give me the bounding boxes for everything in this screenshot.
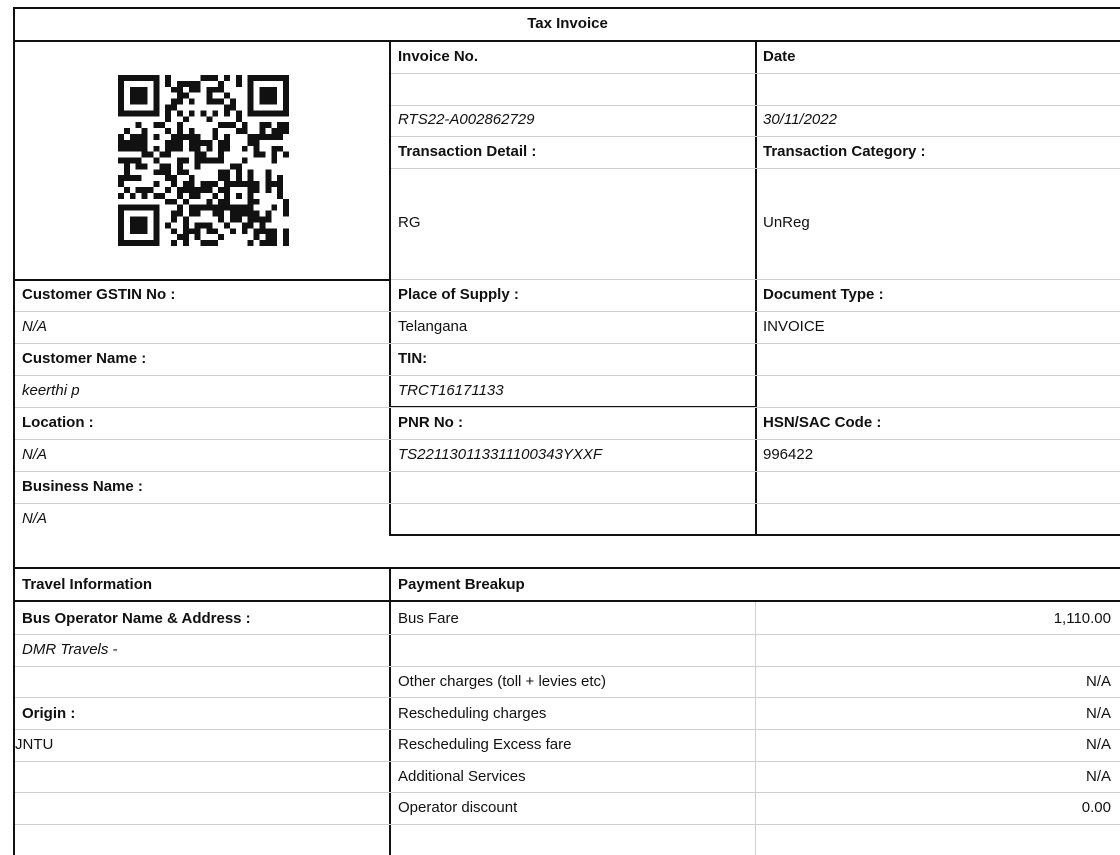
row-line [15, 471, 1120, 472]
hsn-sac-value: 996422 [763, 446, 814, 463]
row-line [391, 168, 1120, 169]
place-of-supply-label: Place of Supply : [398, 286, 519, 303]
row-line [15, 729, 1120, 730]
document-title: Tax Invoice [527, 15, 608, 32]
origin-value: JNTU [15, 736, 54, 753]
supply-block-bottom [389, 534, 1120, 536]
pnr-value: TS221130113311100343YXXF [398, 446, 603, 463]
outer-left-border [13, 7, 15, 855]
transaction-detail-label: Transaction Detail : [398, 143, 537, 160]
row-line [15, 407, 1120, 408]
col-divider-2 [755, 40, 757, 536]
payment-row-value: 1,110.00 [1053, 610, 1111, 627]
date-label: Date [763, 48, 796, 65]
row-line [15, 824, 1120, 825]
location-label: Location : [22, 414, 94, 431]
row-line [15, 311, 1120, 312]
transaction-category-label: Transaction Category : [763, 143, 926, 160]
row-line [15, 792, 1120, 793]
row-line [15, 761, 1120, 762]
pnr-label: PNR No : [398, 414, 463, 431]
place-of-supply-value: Telangana [398, 318, 468, 335]
customer-gstin-value: N/A [22, 318, 48, 335]
customer-name-label: Customer Name : [22, 350, 147, 367]
payment-row-value: N/A [1085, 768, 1111, 785]
bus-operator-label: Bus Operator Name & Address : [22, 610, 251, 627]
payment-row-value: N/A [1085, 705, 1111, 722]
tin-label: TIN: [398, 350, 428, 367]
top-border [13, 7, 1120, 9]
payment-row-label: Additional Services [398, 768, 526, 785]
row-line [15, 697, 1120, 698]
title-divider [13, 40, 1120, 42]
travel-information-heading: Travel Information [22, 576, 153, 593]
business-name-value: N/A [22, 510, 48, 527]
row-line [15, 375, 1120, 376]
payment-row-label: Rescheduling charges [398, 705, 547, 722]
customer-name-value: keerthi p [22, 382, 80, 399]
row-line [15, 343, 1120, 344]
origin-label: Origin : [22, 705, 76, 722]
payment-row-label: Other charges (toll + levies etc) [398, 673, 607, 690]
transaction-detail-value: RG [398, 214, 421, 231]
payment-row-value: N/A [1085, 673, 1111, 690]
row-line [391, 136, 1120, 137]
payment-row-value: 0.00 [1081, 799, 1111, 816]
bus-operator-value: DMR Travels - [22, 641, 118, 658]
payment-breakup-heading: Payment Breakup [398, 576, 525, 593]
payment-row-label: Operator discount [398, 799, 518, 816]
section-top [13, 567, 1120, 569]
tin-value: TRCT16171133 [398, 382, 504, 399]
section-col-divider [389, 567, 391, 855]
row-line [15, 666, 1120, 667]
hsn-sac-label: HSN/SAC Code : [763, 414, 882, 431]
location-value: N/A [22, 446, 48, 463]
invoice-no-value: RTS22-A002862729 [398, 111, 535, 128]
row-line [391, 73, 1120, 74]
business-name-label: Business Name : [22, 478, 143, 495]
invoice-no-label: Invoice No. [398, 48, 479, 65]
row-line [15, 503, 1120, 504]
row-line [391, 279, 1120, 280]
col-divider-1 [389, 40, 391, 536]
qr-code-icon [118, 75, 289, 246]
payment-row-label: Rescheduling Excess fare [398, 736, 572, 753]
qr-box-bottom [13, 279, 391, 281]
document-type-value: INVOICE [763, 318, 825, 335]
payment-row-label: Bus Fare [398, 610, 459, 627]
row-line [15, 439, 1120, 440]
payment-row-value: N/A [1085, 736, 1111, 753]
document-type-label: Document Type : [763, 286, 884, 303]
row-line [391, 105, 1120, 106]
row-line [15, 634, 1120, 635]
section-header-bottom [13, 600, 1120, 602]
transaction-category-value: UnReg [763, 214, 810, 231]
customer-gstin-label: Customer GSTIN No : [22, 286, 176, 303]
date-value: 30/11/2022 [763, 111, 837, 128]
